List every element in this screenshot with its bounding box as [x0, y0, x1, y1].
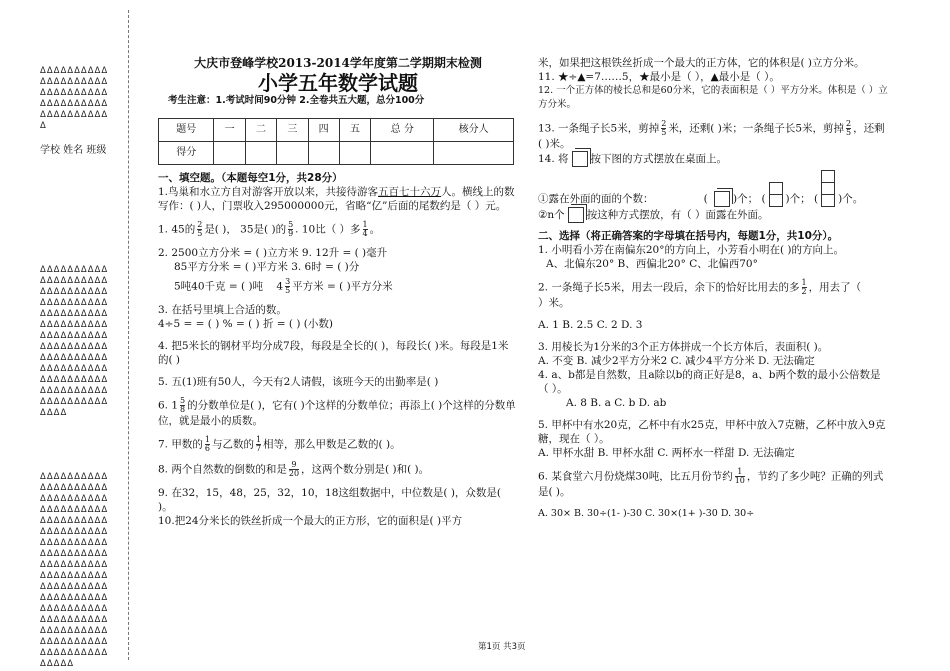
score-header: 四	[308, 119, 339, 142]
score-table	[158, 118, 514, 165]
q14-2-b: 按这种方式摆放，有（ ）面露在外面。	[586, 209, 769, 221]
score-header: 题号	[159, 119, 214, 142]
c6-text-b: ，节约了多少吨？正确的列式是( )。	[538, 470, 884, 498]
score-cell[interactable]	[308, 142, 339, 165]
question-12: 12. 一个正方体的棱长总和是60分米，它的表面积是（ ）平方分米。体积是（ ）立方分米。	[538, 85, 888, 110]
question-2b: 85平方分米 = ( )平方米 3. 6时 = ( )分	[174, 261, 360, 273]
question-14-2	[538, 207, 888, 223]
question-3b: 4÷5 = = ( ) % = ( ) 折 = ( ) (小数)	[158, 318, 333, 330]
fraction-3-5: $\frac{3}{5}$	[285, 277, 291, 295]
choice-3: 3. 用棱长为1分米的3个正方体拼成一个长方体后，表面积( )。	[538, 341, 829, 353]
q1b-text: 1. 45的	[158, 223, 196, 236]
q7-text-b: 与乙数的	[211, 438, 254, 451]
exam-notice: 考生注意：1.考试时间90分钟 2.全卷共五大题，总分100分	[168, 95, 425, 106]
question-4: 4. 把5米长的钢材平均分成7段，每段是全长的( )，每段长( )米。每段是1米的( )	[158, 340, 509, 366]
fraction-2-5: $\frac{2}{5}$	[846, 119, 852, 137]
section-1-title: 一、填空题。（本题每空1分，共28分）	[158, 172, 343, 184]
c2-text: 2. 一条绳子长5米，用去一段后，余下的恰好比用去的多	[538, 281, 800, 294]
score-cell[interactable]	[245, 142, 276, 165]
score-cell[interactable]	[277, 142, 308, 165]
q1b-text-b: 是( )， 35是( )的	[204, 223, 287, 236]
q1-underlined: 五百七十六万	[378, 186, 442, 198]
q2c-text: 5吨40千克 = ( )吨	[174, 280, 264, 293]
page-footer: 第1页 共3页	[478, 642, 526, 652]
q13-text: 13. 一条绳子长5米，剪掉	[538, 122, 660, 135]
score-header: 核分人	[434, 119, 514, 142]
score-header: 二	[245, 119, 276, 142]
choice-2-cont: ）米。	[538, 297, 570, 309]
margin-triangles-top: ΔΔΔΔΔΔΔΔΔΔΔΔΔΔΔΔΔΔΔΔΔΔΔΔΔΔΔΔΔΔΔΔΔΔΔΔΔΔΔΔΔΔΔΔΔΔΔΔΔΔΔ	[40, 66, 109, 131]
q8-text: 8. 两个自然数的倒数的和是	[158, 463, 287, 476]
score-cell[interactable]	[339, 142, 370, 165]
question-14	[538, 151, 888, 167]
cube-icon	[568, 207, 584, 223]
question-10: 10.把24分米长的铁丝折成一个最大的正方形，它的面积是( )平方	[158, 515, 463, 527]
score-header: 五	[339, 119, 370, 142]
fraction-1-10: $\frac{1}{10}$	[734, 467, 745, 485]
question-1b: 1. 45的 $\frac{2}{5}$ 是( )， 35是( )的 $\frac{5}{9}$ . 10比（ ）多 $\frac{1}{4}$ 。	[158, 220, 381, 238]
q1-text: 1.鸟巢和水立方自对游客开放以来，共接待游客	[158, 186, 379, 198]
right-column	[538, 56, 888, 521]
question-1	[158, 185, 518, 213]
score-header: 一	[214, 119, 245, 142]
cube-stack-three-icon	[821, 171, 835, 207]
choice-1: 1. 小明看小芳在南偏东20°的方向上，小芳看小明在( )的方向上。	[538, 244, 844, 256]
margin-triangles-bottom: ΔΔΔΔΔΔΔΔΔΔΔΔΔΔΔΔΔΔΔΔΔΔΔΔΔΔΔΔΔΔΔΔΔΔΔΔΔΔΔΔΔΔΔΔΔΔΔΔΔΔΔΔΔΔΔΔΔΔΔΔΔΔΔΔΔΔΔΔΔΔΔΔΔΔΔΔΔΔΔΔΔΔΔΔΔΔΔΔΔΔΔΔΔΔΔΔΔΔΔΔΔΔΔΔΔΔΔΔΔΔΔΔΔΔΔΔΔΔΔΔΔΔΔΔΔΔΔΔΔΔΔΔΔΔΔΔΔΔΔΔΔΔΔΔΔΔΔΔΔΔΔΔΔΔΔΔΔΔΔΔΔΔΔΔΔΔΔΔΔΔΔΔΔΔΔ	[40, 472, 109, 669]
score-row-label: 得分	[159, 142, 214, 165]
q14-1-c: 个；	[789, 193, 811, 205]
fraction-1-7: $\frac{1}{7}$	[255, 435, 262, 453]
q14-1-text: ①露在外面的面的个数：	[538, 193, 654, 205]
fraction-1-6: $\frac{1}{6}$	[204, 435, 210, 453]
fraction-9-20: $\frac{9}{20}$	[288, 460, 300, 478]
question-9: 9. 在32，15，48，25，32，10，18这组数据中，中位数是( )，众数是( )。	[158, 487, 502, 513]
score-cell[interactable]	[214, 142, 245, 165]
choice-1-options: A、北偏东20° B、西偏北20° C、北偏西70°	[546, 258, 758, 270]
left-column	[158, 56, 518, 528]
choice-2	[538, 279, 888, 296]
cube-icon	[572, 151, 588, 167]
q7-text-c: 相等，那么甲数是乙数的( )。	[263, 438, 401, 451]
choice-5: 5. 甲杯中有水20克，乙杯中有水25克，甲杯中放入7克糖，乙杯中放入9克糖，现在（ ）。	[538, 419, 886, 445]
student-info: 学校 姓名 班级	[40, 145, 107, 156]
q13-text-b: 米，还剩( )米；一条绳子长5米，剪掉	[668, 122, 845, 135]
choice-5-options: A. 甲杯水甜 B. 甲杯水甜 C. 两杯水一样甜 D. 无法确定	[538, 447, 795, 459]
question-10-cont: 米，如果把这根铁丝折成一个最大的正方体，它的体积是( )立方分米。	[538, 57, 865, 69]
binding-cut-line	[128, 10, 129, 660]
q14-1-d: 个。	[842, 193, 864, 205]
fraction-1-2: $\frac{1}{2}$	[801, 278, 807, 296]
choice-4: 4. a、b都是自然数，且a除以b的商正好是8，a、b两个数的最小公倍数是（ ）。	[538, 369, 881, 395]
q13-text-c: ，还剩( )米。	[538, 122, 885, 150]
question-11: 11. ★÷▲=7……5，★最小是（ ），▲最小是（ ）。	[538, 71, 780, 83]
score-cell[interactable]	[434, 142, 514, 165]
q2d-text: 平方米 = ( )平方分米	[292, 280, 393, 293]
q14-1-b: 个；	[737, 193, 759, 205]
choice-4-options: A. 8 B. a C. b D. ab	[566, 397, 667, 409]
fraction-2-5: $\frac{2}{5}$	[197, 220, 203, 238]
q8-text-b: ，这两个数分别是( )和( )。	[301, 463, 430, 476]
school-line: 大庆市登峰学校2013-2014学年度第二学期期末检测	[194, 56, 482, 70]
q14-2-a: ②n个	[538, 209, 565, 221]
score-header: 三	[277, 119, 308, 142]
fraction-5-9: $\frac{5}{9}$	[288, 220, 294, 238]
cube-stack-two-icon	[769, 183, 783, 207]
choice-6-options: A. 30× B. 30÷(1- )-30 C. 30×(1+ )-30 D. 30÷	[538, 508, 755, 519]
section-2-title: 二、选择（将正确答案的字母填在括号内，每题1分，共10分）。	[538, 230, 839, 242]
question-7	[158, 436, 518, 453]
cube-one-icon	[714, 191, 730, 207]
question-2c: 5吨40千克 = ( )吨 4 $\frac{3}{5}$ 平方米 = ( )平方分米	[174, 277, 393, 295]
choice-3-options: A. 不变 B. 减少2平方分米2 C. 减少4平方分米 D. 无法确定	[538, 355, 815, 367]
fraction-1-4: $\frac{1}{4}$	[362, 220, 368, 238]
q6-text-b: 的分数单位是( )，它有( )个这样的分数单位；再添上( )个这样的分数单位，就是最小的质数。	[158, 399, 516, 427]
question-8	[158, 461, 518, 478]
choice-6	[538, 468, 888, 499]
question-14-1: ①露在外面的面的个数： ( )个； ( )个； ( )个。	[538, 171, 888, 207]
choice-2-options: A. 1 B. 2.5 C. 2 D. 3	[538, 319, 643, 331]
score-header: 总 分	[371, 119, 434, 142]
question-13	[538, 120, 888, 151]
q1-text-b: 人。横线上的数写作：( )人，门票收入295000000元，省略“亿”后面的尾数约是（ ）元。	[158, 186, 515, 212]
question-3: 3. 在括号里填上合适的数。	[158, 304, 287, 316]
question-6	[158, 397, 518, 428]
c6-text: 6. 某食堂六月份烧煤30吨，比五月份节约	[538, 470, 733, 483]
c2-text-b: ，用去了（	[808, 281, 862, 294]
fraction-5-8: $\frac{5}{8}$	[180, 396, 186, 414]
q1b-text-c: . 10比（ ）多	[295, 223, 361, 236]
exam-title: 小学五年数学试题	[258, 71, 418, 95]
question-2a: 2. 2500立方分米 = ( )立方米 9. 12升 = ( )毫升	[158, 247, 388, 259]
q6-text: 6. 1	[158, 399, 179, 412]
q14-text: 14. 将	[538, 153, 569, 165]
score-cell[interactable]	[371, 142, 434, 165]
q7-text: 7. 甲数的	[158, 438, 203, 451]
question-5: 5. 五(1)班有50人，今天有2人请假，该班今天的出勤率是( )	[158, 376, 439, 388]
margin-triangles-mid: ΔΔΔΔΔΔΔΔΔΔΔΔΔΔΔΔΔΔΔΔΔΔΔΔΔΔΔΔΔΔΔΔΔΔΔΔΔΔΔΔΔΔΔΔΔΔΔΔΔΔΔΔΔΔΔΔΔΔΔΔΔΔΔΔΔΔΔΔΔΔΔΔΔΔΔΔΔΔΔΔΔΔΔΔΔΔΔΔΔΔΔΔΔΔΔΔΔΔΔΔΔΔΔΔΔΔΔΔΔΔΔΔΔΔΔΔΔΔΔΔΔΔΔΔΔΔΔΔΔΔΔΔΔΔ	[40, 265, 109, 418]
fraction-2-5: $\frac{2}{5}$	[661, 119, 667, 137]
q14-text-b: 按下图的方式摆放在桌面上。	[590, 153, 728, 165]
